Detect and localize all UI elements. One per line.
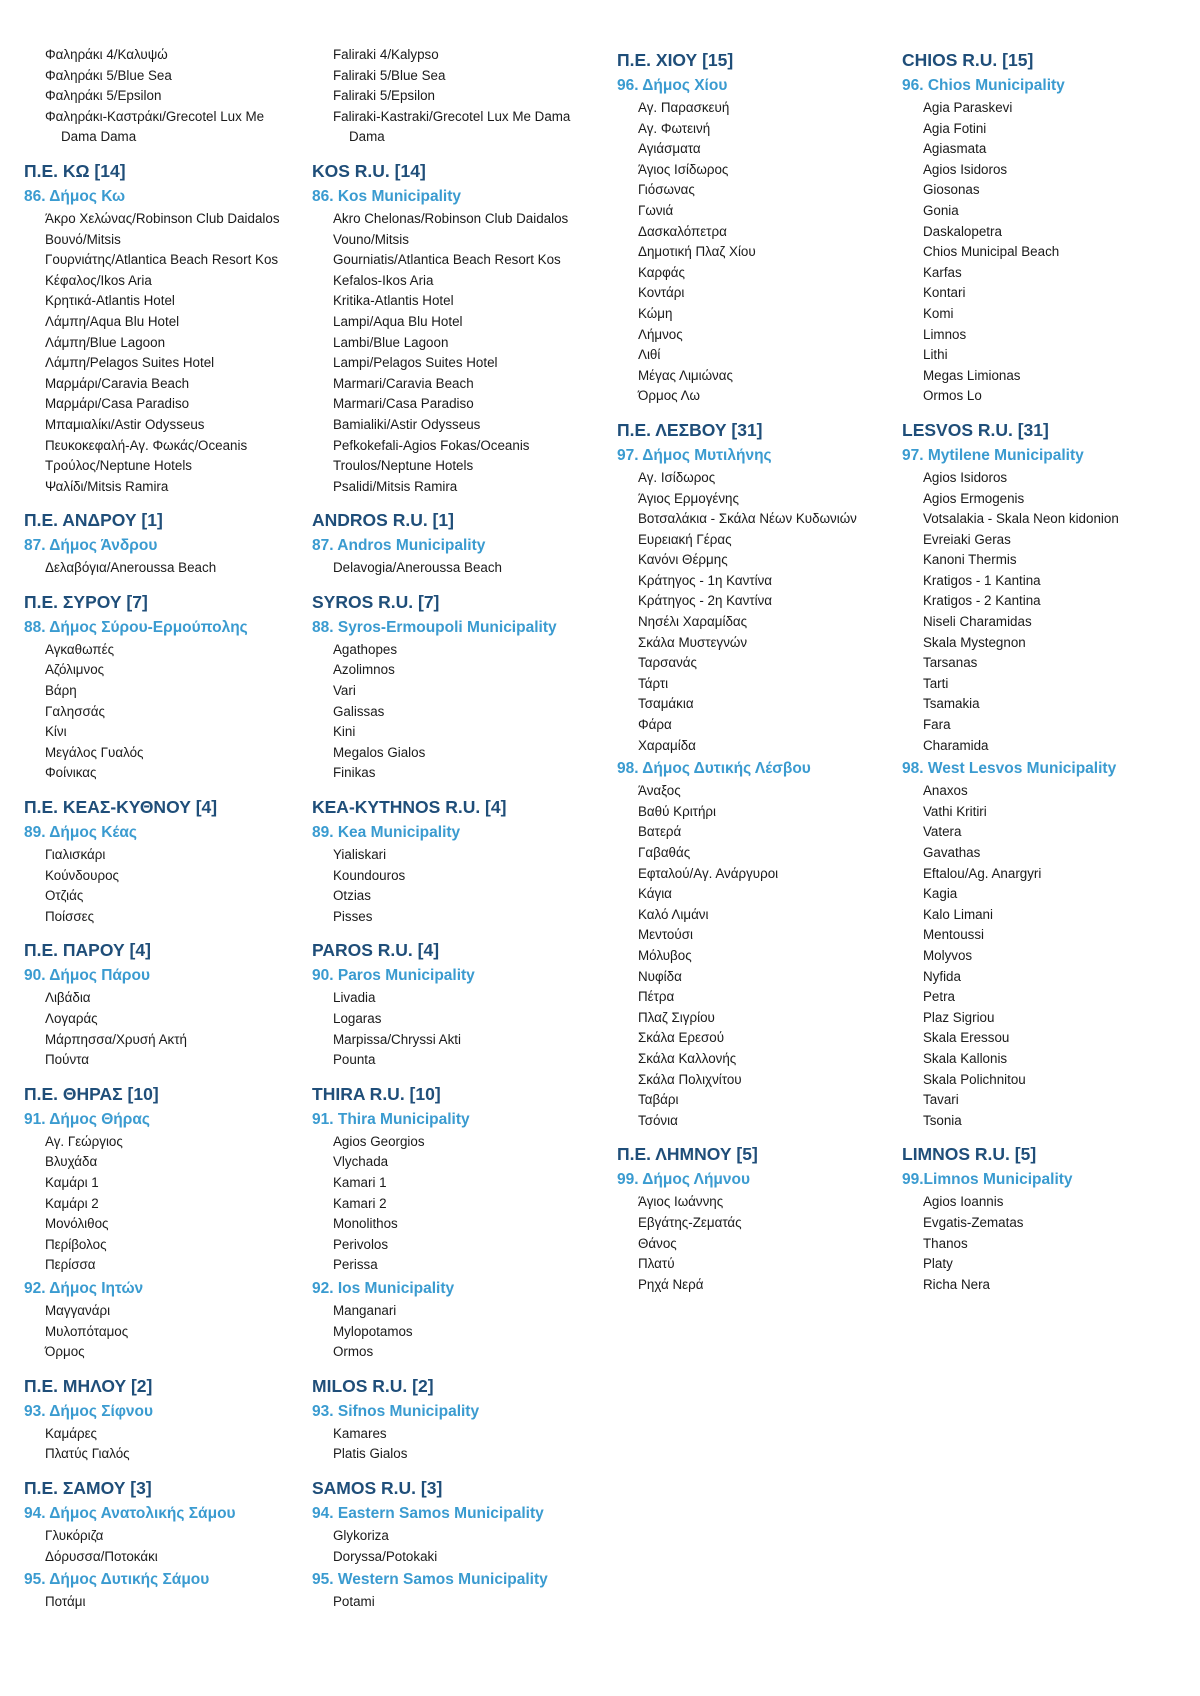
beach-item: Κρητικά-Atlantis Hotel xyxy=(45,293,175,309)
beach-item: Kini xyxy=(333,724,356,740)
beach-item: Evgatis-Zematas xyxy=(923,1214,1024,1230)
beach-item: Καμάρες xyxy=(45,1425,98,1441)
beach-list xyxy=(24,1592,294,1613)
beach-item: Anaxos xyxy=(923,783,968,799)
municipality-heading: 95. Δήμος Δυτικής Σάμου xyxy=(24,1571,210,1589)
beach-item: Νησέλι Χαραμίδας xyxy=(638,614,748,630)
beach-list xyxy=(312,1424,602,1465)
regional-unit-heading: ANDROS R.U. [1] xyxy=(312,510,454,531)
beach-item: Agios Isidoros xyxy=(923,469,1008,485)
beach-item: Γλυκόριζα xyxy=(45,1527,104,1543)
beach-item: Azolimnos xyxy=(333,662,395,678)
beach-item: Περίσσα xyxy=(45,1257,96,1273)
regional-unit-heading: THIRA R.U. [10] xyxy=(312,1083,441,1104)
beach-item: Skala Mystegnon xyxy=(923,634,1026,650)
beach-item: Χαραμίδα xyxy=(638,737,696,753)
beach-item: Molyvos xyxy=(923,947,973,963)
municipality-heading: 87. Δήμος Άνδρου xyxy=(24,537,158,555)
beach-item: Tsonia xyxy=(923,1112,962,1128)
municipality-heading: 93. Sifnos Municipality xyxy=(312,1402,480,1420)
beach-item: Richa Nera xyxy=(923,1276,990,1292)
beach-item: Γιαλισκάρι xyxy=(45,847,106,863)
beach-item: Γωνιά xyxy=(638,202,674,218)
beach-item: Άγιος Ιωάννης xyxy=(638,1194,724,1210)
municipality-heading: 89. Kea Municipality xyxy=(312,824,461,842)
beach-list xyxy=(617,468,897,756)
beach-item: Άγιος Ερμογένης xyxy=(638,490,739,506)
beach-item: Μέγας Λιμιώνας xyxy=(638,367,733,383)
beach-item: Pisses xyxy=(333,908,373,924)
beach-item: Nyfida xyxy=(923,968,961,984)
beach-item: Mentoussi xyxy=(923,927,985,943)
beach-list xyxy=(312,558,602,579)
beach-item: Όρμος xyxy=(45,1344,85,1360)
beach-item: Monolithos xyxy=(333,1216,398,1232)
beach-item: Kamares xyxy=(333,1425,387,1441)
beach-item: Μονόλιθος xyxy=(45,1216,109,1232)
municipality-heading: 98. Δήμος Δυτικής Λέσβου xyxy=(617,760,811,778)
municipality-heading: 89. Δήμος Κέας xyxy=(24,824,137,842)
beach-item: Ευρειακή Γέρας xyxy=(638,531,732,547)
beach-item: Perissa xyxy=(333,1257,378,1273)
beach-item: Kratigos - 2 Kantina xyxy=(923,593,1041,609)
beach-item: Akro Chelonas/Robinson Club Daidalos xyxy=(333,210,569,226)
beach-item: Fara xyxy=(923,717,951,733)
beach-item: Gourniatis/Atlantica Beach Resort Kos xyxy=(333,252,561,268)
beach-item: Βουνό/Mitsis xyxy=(45,231,121,247)
beach-item: Kagia xyxy=(923,886,958,902)
beach-item: Ταβάρι xyxy=(638,1092,679,1108)
beach-item: Φαληράκι 4/Καλυψώ xyxy=(45,47,168,62)
beach-item: Περίβολος xyxy=(45,1236,107,1252)
beach-item: Vouno/Mitsis xyxy=(333,231,409,247)
beach-item: Giosonas xyxy=(923,182,980,198)
column-greek-right xyxy=(617,45,897,1297)
beach-item: Skala Eressou xyxy=(923,1030,1010,1046)
beach-item: Εβγάτης-Ζεματάς xyxy=(638,1214,742,1230)
regional-unit-heading: Π.Ε. ΣΑΜΟΥ [3] xyxy=(24,1477,152,1498)
municipality-heading: 94. Δήμος Ανατολικής Σάμου xyxy=(24,1504,236,1522)
beach-item: Τρούλος/Neptune Hotels xyxy=(45,458,192,474)
beach-list xyxy=(312,1592,602,1613)
beach-item: Tsamakia xyxy=(923,696,980,712)
beach-item: Ρηχά Νερά xyxy=(638,1276,704,1292)
beach-item: Δασκαλόπετρα xyxy=(638,223,727,239)
regional-unit-heading: Π.Ε. ΣΥΡΟΥ [7] xyxy=(24,591,148,612)
regional-unit-heading: CHIOS R.U. [15] xyxy=(902,50,1034,70)
beach-item: Yialiskari xyxy=(333,847,387,863)
beach-list xyxy=(902,1192,1192,1295)
beach-item: Αζόλιμνος xyxy=(45,662,105,678)
beach-item: Σκάλα Μυστεγνών xyxy=(638,634,748,650)
beach-item: Λιβάδια xyxy=(45,990,91,1006)
beach-item: Pefkokefali-Agios Fokas/Oceanis xyxy=(333,437,530,453)
beach-item: Κανόνι Θέρμης xyxy=(638,552,728,568)
beach-item: Λάμπη/Pelagos Suites Hotel xyxy=(45,355,215,371)
beach-item: Αγιάσματα xyxy=(638,141,701,157)
beach-item: Μάρπησσα/Χρυσή Ακτή xyxy=(45,1031,187,1047)
regional-unit-heading: Π.Ε. ΧΙΟΥ [15] xyxy=(617,50,734,70)
beach-item: Εφταλού/Αγ. Ανάργυροι xyxy=(638,865,779,881)
beach-item: Τσαμάκια xyxy=(638,696,694,712)
beach-list xyxy=(617,98,897,407)
beach-item: Μπαμιαλίκι/Astir Odysseus xyxy=(45,416,205,432)
beach-list xyxy=(312,209,602,497)
beach-item: Κράτηγος - 2η Καντίνα xyxy=(638,593,773,609)
beach-item: Agios Ermogenis xyxy=(923,490,1025,506)
beach-list xyxy=(902,468,1192,756)
beach-item: Νυφίδα xyxy=(638,968,682,984)
beach-item: Σκάλα Καλλονής xyxy=(638,1050,737,1066)
beach-item: Ποίσσες xyxy=(45,908,95,924)
beach-item: Skala Kallonis xyxy=(923,1050,1008,1066)
beach-list xyxy=(312,1132,602,1276)
beach-item: Mylopotamos xyxy=(333,1323,413,1339)
municipality-heading: 97. Δήμος Μυτιλήνης xyxy=(617,446,772,464)
beach-item: Agios Georgios xyxy=(333,1133,425,1149)
beach-item: Agia Fotini xyxy=(923,120,987,136)
beach-item: Lithi xyxy=(923,347,948,363)
beach-item: Tarsanas xyxy=(923,655,978,671)
beach-item: Livadia xyxy=(333,990,376,1006)
beach-item: Δελαβόγια/Aneroussa Beach xyxy=(45,560,217,576)
municipality-heading: 87. Andros Municipality xyxy=(312,537,486,555)
beach-item: Koundouros xyxy=(333,867,406,883)
beach-item: Charamida xyxy=(923,737,989,753)
beach-item: Αγ. Γεώργιος xyxy=(45,1133,123,1149)
beach-item: Πλαζ Σιγρίου xyxy=(638,1009,715,1025)
regional-unit-heading: SYROS R.U. [7] xyxy=(312,591,440,612)
beach-item: Γαλησσάς xyxy=(45,703,105,719)
regional-unit-heading: Π.Ε. ΛΗΜΝΟΥ [5] xyxy=(617,1144,758,1165)
beach-item: Ormos Lo xyxy=(923,388,982,404)
regional-unit-heading: Π.Ε. ΘΗΡΑΣ [10] xyxy=(24,1083,159,1104)
beach-item: Bamialiki/Astir Odysseus xyxy=(333,416,481,432)
beach-item: Faliraki-Kastraki/Grecotel Lux Me Dama Dama xyxy=(333,108,571,145)
municipality-heading: 91. Thira Municipality xyxy=(312,1110,470,1128)
beach-item: Φαληράκι 5/Blue Sea xyxy=(45,67,172,83)
beach-item: Chios Municipal Beach xyxy=(923,244,1060,260)
municipality-heading: 93. Δήμος Σίφνου xyxy=(24,1402,154,1420)
beach-list xyxy=(312,1301,602,1363)
beach-item: Θάνος xyxy=(638,1235,677,1251)
beach-item: Καρφάς xyxy=(638,264,686,280)
beach-item: Βλυχάδα xyxy=(45,1154,98,1170)
beach-item: Agia Paraskevi xyxy=(923,100,1013,115)
beach-item: Niseli Charamidas xyxy=(923,614,1032,630)
beach-item: Δημοτική Πλαζ Χίου xyxy=(638,244,756,260)
beach-item: Manganari xyxy=(333,1302,397,1318)
beach-item: Γουρνιάτης/Atlantica Beach Resort Kos xyxy=(45,252,279,268)
beach-item: Κίνι xyxy=(45,724,67,740)
beach-list xyxy=(24,1132,294,1276)
beach-item: Lampi/Pelagos Suites Hotel xyxy=(333,355,498,371)
beach-list xyxy=(24,988,294,1070)
regional-unit-heading: SAMOS R.U. [3] xyxy=(312,1477,443,1498)
beach-item: Faliraki 5/Epsilon xyxy=(333,88,435,104)
beach-item: Galissas xyxy=(333,703,385,719)
beach-item: Δόρυσσα/Ποτοκάκι xyxy=(45,1548,158,1564)
beach-item: Potami xyxy=(333,1594,375,1610)
beach-item: Κέφαλος/Ikos Aria xyxy=(45,272,152,288)
beach-item: Marmari/Casa Paradiso xyxy=(333,396,474,412)
beach-item: Vari xyxy=(333,683,356,699)
beach-item: Faliraki 4/Kalypso xyxy=(333,47,439,62)
beach-item: Καμάρι 1 xyxy=(45,1174,99,1190)
beach-item: Komi xyxy=(923,305,954,321)
beach-item: Agios Ioannis xyxy=(923,1194,1004,1210)
regional-unit-heading: Π.Ε. ΚΩ [14] xyxy=(24,160,126,181)
beach-item: Καμάρι 2 xyxy=(45,1195,99,1211)
beach-item: Glykoriza xyxy=(333,1527,389,1543)
beach-item: Κώμη xyxy=(638,305,673,321)
beach-item: Gonia xyxy=(923,202,959,218)
beach-item: Pounta xyxy=(333,1052,376,1068)
beach-item: Μόλυβος xyxy=(638,947,692,963)
beach-item: Tarti xyxy=(923,675,949,691)
beach-item: Lambi/Blue Lagoon xyxy=(333,334,449,350)
beach-item: Αγ. Παρασκευή xyxy=(638,100,730,115)
beach-item: Evreiaki Geras xyxy=(923,531,1011,547)
beach-item: Λήμνος xyxy=(638,326,683,342)
beach-item: Doryssa/Potokaki xyxy=(333,1548,438,1564)
beach-item: Ψαλίδι/Mitsis Ramira xyxy=(45,478,169,494)
beach-item: Βατερά xyxy=(638,824,682,840)
beach-item: Σκάλα Πολιχνίτου xyxy=(638,1071,742,1087)
municipality-heading: 88. Syros-Ermoupoli Municipality xyxy=(312,618,557,636)
beach-item: Πούντα xyxy=(45,1052,89,1068)
beach-item: Βάρη xyxy=(45,683,77,699)
beach-item: Skala Polichnitou xyxy=(923,1071,1026,1087)
municipality-heading: 90. Δήμος Πάρου xyxy=(24,967,151,985)
beach-item: Plaz Sigriou xyxy=(923,1009,995,1025)
beach-item: Gavathas xyxy=(923,845,981,860)
regional-unit-heading: KOS R.U. [14] xyxy=(312,160,426,181)
beach-item: Vatera xyxy=(923,824,962,840)
beach-item: Marpissa/Chryssi Akti xyxy=(333,1031,461,1047)
beach-item: Αγ. Ισίδωρος xyxy=(638,469,716,485)
beach-item: Daskalopetra xyxy=(923,223,1002,239)
beach-item: Karfas xyxy=(923,264,962,280)
beach-item: Kontari xyxy=(923,285,966,301)
column-english-right xyxy=(902,45,1192,1297)
beach-item: Βαθύ Κριτήρι xyxy=(638,803,717,819)
municipality-heading: 98. West Lesvos Municipality xyxy=(902,760,1117,778)
beach-item: Πλατύς Γιαλός xyxy=(45,1446,130,1462)
beach-item: Tavari xyxy=(923,1092,959,1108)
beach-item: Ταρσανάς xyxy=(638,655,697,671)
beach-item: Άκρο Χελώνας/Robinson Club Daidalos xyxy=(45,210,280,226)
beach-item: Troulos/Neptune Hotels xyxy=(333,458,474,474)
municipality-heading: 90. Paros Municipality xyxy=(312,967,475,985)
beach-item: Lampi/Aqua Blu Hotel xyxy=(333,313,463,329)
regional-unit-heading: Π.Ε. ΛΕΣΒΟΥ [31] xyxy=(617,419,763,440)
beach-item: Φαληράκι 5/Epsilon xyxy=(45,88,162,104)
regional-unit-heading: KEA-KYTHNOS R.U. [4] xyxy=(312,797,507,818)
beach-item: Λάμπη/Blue Lagoon xyxy=(45,334,166,350)
regional-unit-heading: Π.Ε. ΠΑΡΟΥ [4] xyxy=(24,940,151,961)
municipality-heading: 86. Kos Municipality xyxy=(312,187,462,205)
beach-item: Kanoni Thermis xyxy=(923,552,1017,568)
municipality-heading: 95. Western Samos Municipality xyxy=(312,1571,548,1589)
beach-list-continued xyxy=(312,45,602,148)
beach-item: Κούνδουρος xyxy=(45,867,119,883)
municipality-heading: 91. Δήμος Θήρας xyxy=(24,1110,150,1128)
regional-unit-heading: MILOS R.U. [2] xyxy=(312,1375,434,1396)
beach-item: Marmari/Caravia Beach xyxy=(333,375,474,391)
beach-item: Agathopes xyxy=(333,641,398,657)
beach-item: Limnos xyxy=(923,326,967,342)
beach-item: Μεγάλος Γυαλός xyxy=(45,744,144,760)
beach-item: Megalos Gialos xyxy=(333,744,426,760)
regional-unit-heading: LESVOS R.U. [31] xyxy=(902,419,1049,440)
beach-item: Λιθί xyxy=(638,347,661,363)
beach-item: Καλό Λιμάνι xyxy=(638,906,709,922)
beach-item: Otzias xyxy=(333,888,371,904)
beach-list xyxy=(24,209,294,497)
beach-item: Μαρμάρι/Casa Paradiso xyxy=(45,396,190,412)
beach-item: Αγ. Φωτεινή xyxy=(638,120,711,136)
beach-item: Πευκοκεφαλή-Αγ. Φωκάς/Oceanis xyxy=(45,437,248,453)
beach-item: Kefalos-Ikos Aria xyxy=(333,272,434,288)
beach-item: Πέτρα xyxy=(638,989,675,1005)
beach-item: Βοτσαλάκια - Σκάλα Νέων Κυδωνιών xyxy=(638,511,857,527)
municipality-heading: 92. Δήμος Ιητών xyxy=(24,1279,144,1297)
municipality-heading: 99.Limnos Municipality xyxy=(902,1171,1073,1189)
beach-item: Μαγγανάρι xyxy=(45,1302,111,1318)
beach-item: Λογαράς xyxy=(45,1011,98,1026)
municipality-heading: 94. Eastern Samos Municipality xyxy=(312,1504,544,1522)
municipality-heading: 88. Δήμος Σύρου-Ερμούπολης xyxy=(24,618,248,636)
beach-item: Delavogia/Aneroussa Beach xyxy=(333,560,502,576)
beach-item: Megas Limionas xyxy=(923,367,1021,383)
beach-item: Platis Gialos xyxy=(333,1446,408,1462)
beach-item: Kalo Limani xyxy=(923,906,993,922)
beach-item: Psalidi/Mitsis Ramira xyxy=(333,478,458,494)
municipality-heading: 96. Chios Municipality xyxy=(902,77,1065,94)
beach-item: Eftalou/Ag. Anargyri xyxy=(923,865,1042,881)
beach-item: Faliraki 5/Blue Sea xyxy=(333,67,446,83)
beach-item: Τσόνια xyxy=(638,1112,678,1128)
beach-list xyxy=(312,988,602,1070)
regional-unit-heading: Π.Ε. ΚΕΑΣ-ΚΥΘΝΟΥ [4] xyxy=(24,797,218,818)
beach-item: Platy xyxy=(923,1256,953,1272)
beach-item: Οτζιάς xyxy=(45,888,84,904)
beach-item: Kamari 1 xyxy=(333,1174,387,1190)
beach-item: Γαβαθάς xyxy=(638,845,691,860)
beach-list xyxy=(312,845,602,927)
regional-unit-heading: PAROS R.U. [4] xyxy=(312,940,440,961)
beach-list xyxy=(617,781,897,1131)
beach-item: Ποτάμι xyxy=(45,1594,86,1610)
beach-item: Votsalakia - Skala Neon kidonion xyxy=(923,511,1119,527)
column-greek-left xyxy=(24,45,294,1615)
column-english-left xyxy=(312,45,602,1615)
beach-item: Φάρα xyxy=(638,717,672,733)
municipality-heading: 92. Ios Municipality xyxy=(312,1279,455,1297)
beach-item: Μεντούσι xyxy=(638,927,693,943)
beach-item: Μαρμάρι/Caravia Beach xyxy=(45,375,190,391)
beach-item: Vathi Kritiri xyxy=(923,803,987,819)
regional-unit-heading: Π.Ε. ΜΗΛΟΥ [2] xyxy=(24,1375,153,1396)
beach-item: Kratigos - 1 Kantina xyxy=(923,572,1041,588)
beach-item: Αγκαθωπές xyxy=(45,641,115,657)
beach-item: Άγιος Ισίδωρος xyxy=(638,161,729,177)
beach-item: Μυλοπόταμος xyxy=(45,1323,129,1339)
municipality-heading: 86. Δήμος Κω xyxy=(24,187,126,205)
beach-item: Άναξος xyxy=(638,783,681,799)
beach-item: Φαληράκι-Καστράκι/Grecotel Lux Me Dama Dama xyxy=(45,108,265,145)
beach-item: Κράτηγος - 1η Καντίνα xyxy=(638,572,773,588)
beach-item: Όρμος Λω xyxy=(638,388,700,404)
beach-item: Γιόσωνας xyxy=(638,182,695,198)
beach-item: Thanos xyxy=(923,1235,968,1251)
beach-item: Perivolos xyxy=(333,1236,389,1252)
municipality-heading: 96. Δήμος Χίου xyxy=(617,77,728,94)
beach-list xyxy=(24,1424,294,1465)
regional-unit-heading: LIMNOS R.U. [5] xyxy=(902,1144,1037,1165)
beach-item: Vlychada xyxy=(333,1154,389,1170)
beach-list xyxy=(312,640,602,784)
beach-item: Ormos xyxy=(333,1344,374,1360)
regional-unit-heading: Π.Ε. ΑΝΔΡΟΥ [1] xyxy=(24,510,163,531)
beach-item: Φοίνικας xyxy=(45,765,97,781)
beach-item: Σκάλα Ερεσού xyxy=(638,1030,725,1046)
beach-list xyxy=(24,845,294,927)
beach-item: Logaras xyxy=(333,1011,382,1026)
beach-list xyxy=(902,781,1192,1131)
beach-list xyxy=(902,98,1192,407)
beach-item: Kamari 2 xyxy=(333,1195,387,1211)
beach-list xyxy=(24,1526,294,1567)
beach-list xyxy=(24,640,294,784)
beach-item: Πλατύ xyxy=(638,1256,675,1272)
beach-item: Κάγια xyxy=(638,886,672,902)
beach-list-continued xyxy=(24,45,294,148)
beach-item: Kritika-Atlantis Hotel xyxy=(333,293,454,309)
beach-item: Λάμπη/Aqua Blu Hotel xyxy=(45,313,180,329)
beach-item: Finikas xyxy=(333,765,376,781)
beach-item: Κοντάρι xyxy=(638,285,685,301)
beach-list xyxy=(617,1192,897,1295)
beach-item: Petra xyxy=(923,989,956,1005)
beach-item: Τάρτι xyxy=(638,675,669,691)
municipality-heading: 99. Δήμος Λήμνου xyxy=(617,1171,751,1189)
beach-item: Agiasmata xyxy=(923,141,987,157)
beach-list xyxy=(24,1301,294,1363)
beach-list xyxy=(24,558,294,579)
municipality-heading: 97. Mytilene Municipality xyxy=(902,446,1084,464)
beach-item: Agios Isidoros xyxy=(923,161,1008,177)
beach-list xyxy=(312,1526,602,1567)
